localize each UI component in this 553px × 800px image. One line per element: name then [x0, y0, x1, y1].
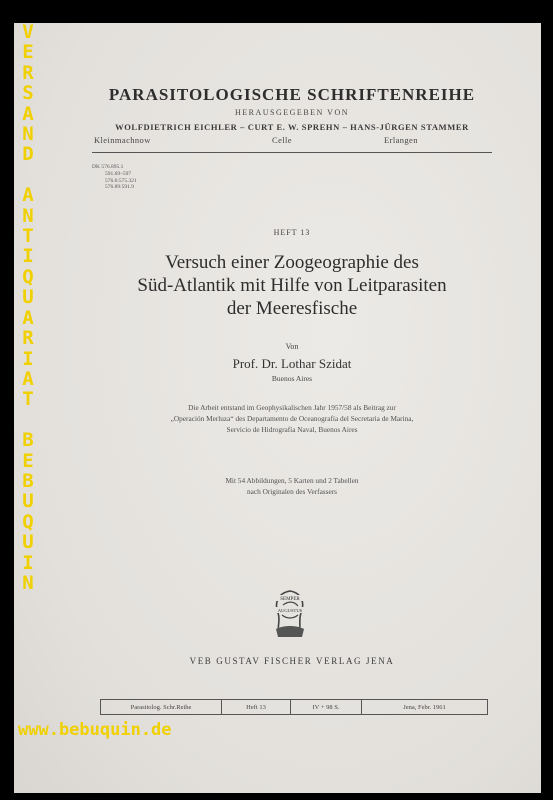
watermark-letter: N	[22, 204, 34, 227]
dk-line: 576.89:591.9	[105, 184, 135, 191]
heft-number: HEFT 13	[273, 228, 311, 237]
watermark-letter: V	[22, 21, 34, 43]
biblio-pages: IV + 98 S.	[291, 700, 362, 714]
figures-note	[92, 475, 492, 497]
dk-classification	[92, 164, 137, 191]
main-title	[92, 251, 492, 320]
watermark-letter: T	[22, 388, 34, 411]
watermark-letter: B	[22, 469, 34, 492]
watermark-letter: I	[22, 551, 34, 574]
watermark-letter: N	[22, 571, 34, 594]
author-city: Buenos Aires	[271, 374, 313, 383]
watermark-letter: E	[22, 41, 34, 64]
author-name: Prof. Dr. Lothar Szidat	[232, 356, 352, 371]
series-title: PARASITOLOGISCHE SCHRIFTENREIHE	[108, 85, 476, 104]
watermark-letter: U	[22, 531, 34, 554]
publisher-name: VEB GUSTAV FISCHER VERLAG JENA	[189, 656, 395, 666]
watermark-letter: D	[22, 143, 34, 166]
title-line: Versuch einer Zoogeographie des	[165, 252, 419, 273]
watermark-letter	[15, 165, 41, 185]
watermark-letter: A	[22, 367, 34, 390]
note-line: Die Arbeit entstand im Geophysikalischen Jahr 1957/58 als Beitrag zur	[188, 403, 396, 412]
watermark-letter: R	[22, 61, 34, 84]
note-line: Servicio de Hidrografía Naval, Buenos Aires	[226, 425, 358, 434]
watermark-letter: A	[22, 102, 34, 125]
watermark-letter	[15, 410, 41, 430]
location-celle: Celle	[272, 135, 292, 145]
title-line: der Meeresfische	[226, 298, 358, 319]
watermark-letter: T	[22, 225, 34, 248]
figures-line: Mit 54 Abbildungen, 5 Karten und 2 Tabellen	[225, 476, 359, 485]
biblio-date: Jena, Febr. 1961	[403, 703, 446, 711]
watermark-letter: U	[22, 286, 34, 309]
dk-line: 576.6:575.321	[105, 177, 137, 184]
watermark-letter: E	[22, 449, 34, 472]
watermark-letter: I	[22, 245, 34, 268]
watermark-letter: B	[22, 429, 34, 452]
bibliographic-strip	[100, 699, 488, 715]
von-label: Von	[285, 342, 299, 351]
biblio-heft: Heft 13	[222, 700, 291, 714]
watermark-letter: U	[22, 490, 34, 513]
watermark-letter: Q	[22, 510, 34, 533]
logo-text-top: SEMPER	[280, 597, 300, 602]
watermark-letter: S	[22, 82, 34, 105]
contribution-note	[92, 402, 492, 435]
logo-text-bottom: AUGUSTUS	[277, 608, 303, 613]
title-line: Süd-Atlantik mit Hilfe von Leitparasiten	[137, 275, 447, 296]
note-line: „Operación Merluza“ des Departamento de Oceanografía del Secretaria de Marina,	[170, 414, 414, 423]
watermark-letter: I	[22, 347, 34, 370]
divider-rule	[92, 152, 492, 153]
location-kleinmachnow: Kleinmachnow	[94, 135, 151, 145]
watermark-letter: Q	[22, 265, 34, 288]
book-cover	[14, 23, 541, 793]
figures-line: nach Originalen des Verfassers	[246, 487, 338, 496]
dk-line: DK 576.895.1	[92, 164, 124, 170]
biblio-series: Parasitolog. Schr.Reihe	[101, 700, 222, 714]
watermark-vertical-text	[15, 22, 41, 593]
herausgegeben-label: HERAUSGEGEBEN VON	[234, 108, 350, 117]
watermark-url: www.bebuquin.de	[18, 720, 172, 740]
location-erlangen: Erlangen	[384, 135, 418, 145]
watermark-letter: R	[22, 327, 34, 350]
editors-line: WOLFDIETRICH EICHLER – CURT E. W. SPREHN – HANS-JÜRGEN STAMMER	[115, 122, 469, 132]
publisher-logo-icon	[268, 585, 312, 641]
dk-line: 591.69–597	[105, 170, 132, 177]
watermark-letter: A	[22, 306, 34, 329]
watermark-letter: N	[22, 123, 34, 146]
watermark-letter: A	[22, 184, 34, 207]
